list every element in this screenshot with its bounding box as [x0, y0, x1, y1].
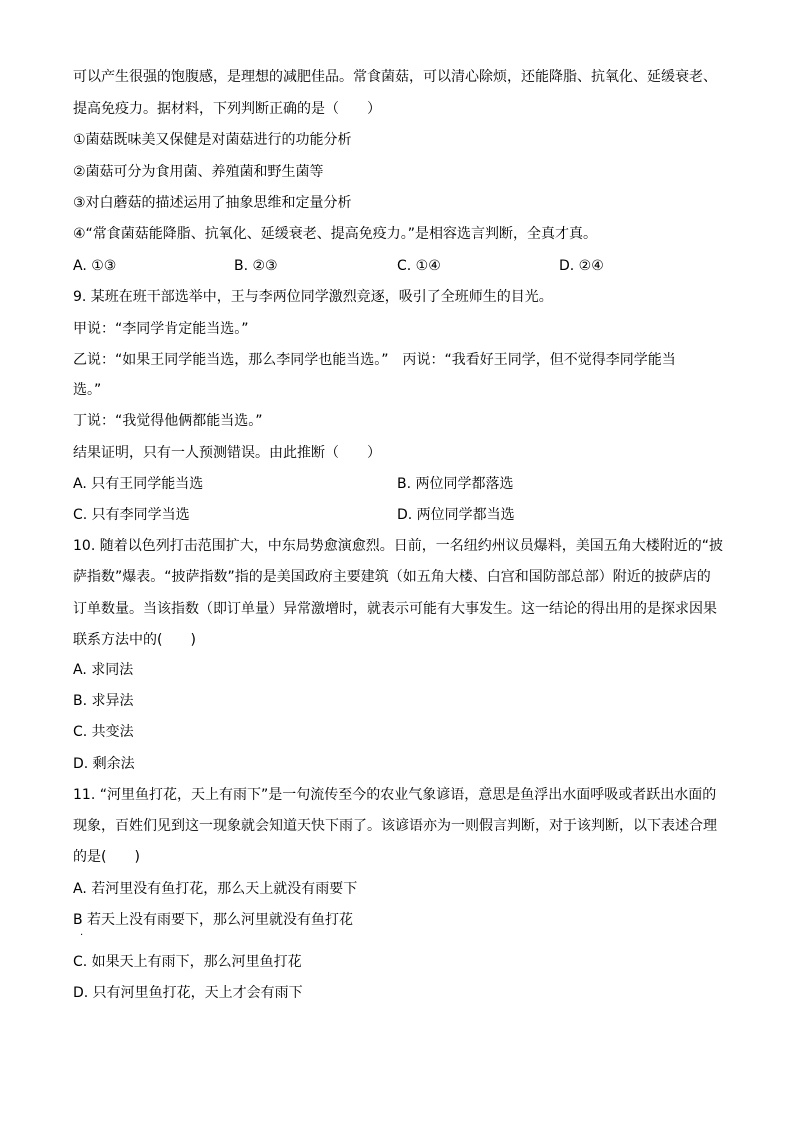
- q8-option-d: D. ②④: [559, 258, 604, 274]
- q9-option-a: A. 只有王同学能当选: [73, 476, 204, 492]
- q11-option-a: A. 若河里没有鱼打花，那么天上就没有雨要下: [73, 881, 358, 897]
- q10-stem-line-2: 萨指数”爆表。“披萨指数”指的是美国政府主要建筑（如五角大楼、白宫和国防部总部）附近的披萨店的: [73, 569, 711, 585]
- q10-option-c: C. 共变法: [73, 724, 134, 740]
- q9-ding: 丁说：“我觉得他俩都能当选。”: [73, 413, 263, 429]
- q10-option-d: D. 剩余法: [73, 756, 135, 772]
- q8-stem-line-1: 可以产生很强的饱腹感，是理想的减肥佳品。常食菌菇，可以清心除烦，还能降脂、抗氧化、延缓衰老、: [73, 69, 717, 85]
- q11-stem-line-3: 的是( ): [73, 849, 140, 865]
- q8-statement-1: ①菌菇既味美又保健是对菌菇进行的功能分析: [73, 132, 352, 148]
- q8-option-c: C. ①④: [397, 258, 441, 274]
- q9-option-d: D. 两位同学都当选: [397, 507, 515, 523]
- q8-option-b: B. ②③: [234, 258, 278, 274]
- q11-option-c: C. 如果天上有雨下，那么河里鱼打花: [73, 954, 302, 970]
- q10-option-b: B. 求异法: [73, 693, 134, 709]
- q9-yi-line-2: 选。”: [73, 382, 102, 398]
- q9-jia: 甲说：“李同学肯定能当选。”: [73, 321, 249, 337]
- q8-option-a: A. ①③: [73, 258, 117, 274]
- q10-option-a: A. 求同法: [73, 662, 134, 678]
- q9-result: 结果证明，只有一人预测错误。由此推断（ ）: [73, 445, 381, 461]
- q10-stem-line-1: 10. 随着以色列打击范围扩大，中东局势愈演愈烈。日前，一名纽约州议员爆料，美国五角大楼附近的“披: [73, 538, 723, 554]
- q9-option-b: B. 两位同学都落选: [397, 476, 514, 492]
- q11-stem-line-2: 现象，百姓们见到这一现象就会知道天快下雨了。该谚语亦为一则假言判断，对于该判断，以下表述合理: [73, 818, 717, 834]
- q11-stem-line-1: 11. “河里鱼打花，天上有雨下”是一句流传至今的农业气象谚语，意思是鱼浮出水面呼吸或者跃出水面的: [73, 787, 717, 803]
- q8-statement-3: ③对白蘑菇的描述运用了抽象思维和定量分析: [73, 195, 352, 211]
- q8-statement-2: ②菌菇可分为食用菌、养殖菌和野生菌等: [73, 164, 324, 180]
- q9-option-c: C. 只有李同学当选: [73, 507, 190, 523]
- q10-stem-line-3: 订单数量。当该指数（即订单量）异常激增时，就表示可能有大事发生。这一结论的得出用的是探求因果: [73, 601, 717, 617]
- q11-option-d: D. 只有河里鱼打花，天上才会有雨下: [73, 985, 303, 1001]
- q8-statement-4: ④“常食菌菇能降脂、抗氧化、延缓衰老、提高免疫力。”是相容选言判断，全真才真。: [73, 226, 598, 242]
- q8-stem-line-2: 提高免疫力。据材料，下列判断正确的是（ ）: [73, 101, 381, 117]
- q11-option-b: B 若天上没有雨要下，那么河里就没有鱼打花: [73, 912, 354, 928]
- q9-yi-line-1: 乙说：“如果王同学能当选，那么李同学也能当选。” 丙说：“我看好王同学，但不觉得李同学能当: [73, 352, 676, 368]
- stray-dot: .: [80, 927, 84, 938]
- q10-stem-line-4: 联系方法中的( ): [73, 632, 196, 648]
- q9-stem: 9. 某班在班干部选举中，王与李两位同学激烈竞逐，吸引了全班师生的目光。: [73, 289, 553, 305]
